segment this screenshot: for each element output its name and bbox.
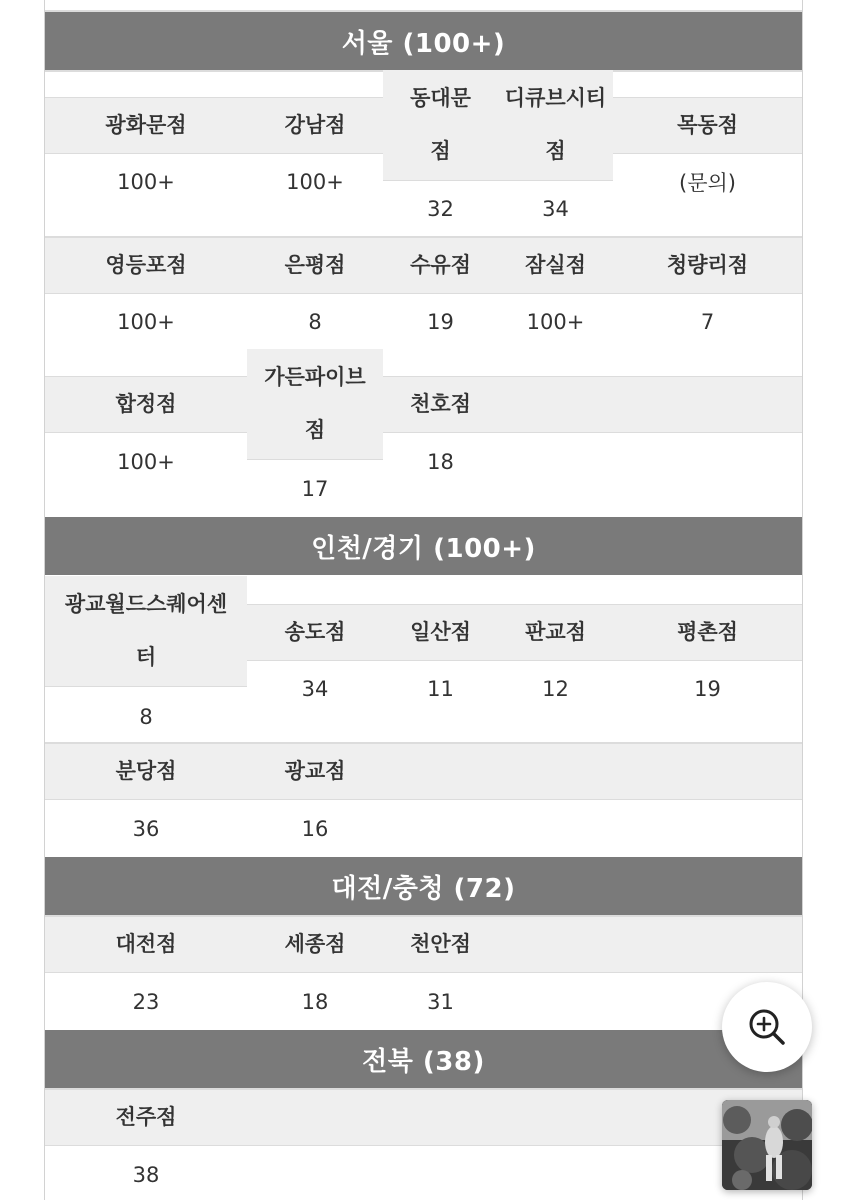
region-header-jeonbuk: 전북 (38) — [45, 1030, 802, 1088]
store-name-dongdaemun — [383, 70, 498, 180]
cell-border — [613, 153, 802, 154]
store-name-gwanggyo-world-line1: 광교월드스퀘어센 — [64, 592, 228, 616]
store-count-cheongnyangni: 7 — [700, 310, 715, 334]
store-name-jeonju: 전주점 — [45, 1090, 247, 1145]
store-count-suyu: 19 — [427, 310, 454, 334]
store-name-daejeon: 대전점 — [45, 917, 247, 972]
empty-name-cell — [247, 1090, 802, 1145]
store-name-dcube-line2: 점 — [545, 139, 566, 163]
zoom-in-icon — [745, 1005, 789, 1049]
store-name-mokdong: 목동점 — [613, 98, 802, 153]
cell-border — [613, 97, 802, 98]
store-count-dongdaemun: 32 — [427, 197, 454, 221]
table-top-edge — [45, 0, 802, 12]
store-count-gwanggyo-world-square: 8 — [139, 705, 153, 729]
store-name-jamsil: 잠실점 — [498, 238, 613, 293]
store-name-gardenfive-line2: 점 — [304, 418, 326, 442]
store-name-sejong: 세종점 — [247, 917, 383, 972]
cell-border — [45, 432, 247, 433]
store-name-yeongdeungpo: 영등포점 — [45, 238, 247, 293]
empty-name-cell — [498, 917, 802, 972]
cell-border — [383, 432, 802, 433]
store-stock-table — [44, 0, 803, 1200]
store-count-yeongdeungpo: 100+ — [117, 310, 175, 334]
store-name-bundang: 분당점 — [45, 744, 247, 799]
store-count-jamsil: 100+ — [526, 310, 585, 334]
cell-border — [45, 97, 383, 98]
store-name-gwanggyo-world-square — [45, 576, 247, 686]
store-name-cheongnyangni: 청량리점 — [613, 238, 802, 293]
store-name-cheonho: 천호점 — [383, 377, 498, 432]
store-name-gardenfive-line1: 가든파이브 — [264, 365, 366, 389]
cell-border — [45, 686, 247, 687]
empty-name-cell — [498, 377, 802, 432]
store-count-pyeongchon: 19 — [694, 677, 721, 701]
store-count-garden-five: 17 — [301, 477, 329, 501]
store-count-songdo: 34 — [301, 677, 329, 701]
store-count-ilsan: 11 — [427, 677, 454, 701]
cell-border — [45, 799, 802, 800]
cell-border — [45, 1145, 802, 1146]
store-count-mokdong: (문의) — [679, 171, 736, 195]
region-header-incheon-gyeonggi: 인천/경기 (100+) — [45, 517, 802, 575]
store-name-dcube-city — [498, 70, 613, 180]
cell-border — [45, 293, 802, 294]
store-count-gwanghwamun: 100+ — [117, 170, 175, 194]
cell-border — [247, 459, 383, 460]
store-name-garden-five — [247, 349, 383, 459]
store-name-cheonan: 천안점 — [383, 917, 498, 972]
region-header-daejeon-chungcheong: 대전/충청 (72) — [45, 857, 802, 915]
store-name-ilsan: 일산점 — [383, 605, 498, 660]
empty-name-cell — [383, 744, 802, 799]
store-name-dongdaemun-line2: 점 — [430, 139, 451, 163]
store-name-suyu: 수유점 — [383, 238, 498, 293]
store-name-gwanghwamun: 광화문점 — [45, 98, 247, 153]
store-count-gangnam: 100+ — [286, 170, 344, 194]
store-count-sejong: 18 — [301, 990, 329, 1014]
thumbnail-picture — [722, 1100, 812, 1190]
store-count-pangyo: 12 — [542, 677, 569, 701]
thumbnail-image[interactable] — [722, 1100, 812, 1190]
store-name-dcube-line1: 디큐브시티 — [504, 86, 607, 110]
store-name-gangnam: 강남점 — [247, 98, 383, 153]
store-name-eunpyeong: 은평점 — [247, 238, 383, 293]
store-name-pangyo: 판교점 — [498, 605, 613, 660]
store-count-eunpyeong: 8 — [308, 310, 322, 334]
cell-border — [247, 660, 802, 661]
store-name-pyeongchon: 평촌점 — [613, 605, 802, 660]
store-name-gwanggyo: 광교점 — [247, 744, 383, 799]
store-count-bundang: 36 — [132, 817, 160, 841]
cell-border — [45, 972, 802, 973]
store-count-gwanggyo: 16 — [301, 817, 329, 841]
store-count-cheonho: 18 — [427, 450, 454, 474]
store-name-dongdaemun-line1: 동대문 — [410, 86, 471, 110]
store-name-songdo: 송도점 — [247, 605, 383, 660]
zoom-button[interactable] — [722, 982, 812, 1072]
store-name-hapjeong: 합정점 — [45, 377, 247, 432]
store-name-gwanggyo-world-line2: 터 — [135, 645, 157, 669]
cell-border — [45, 153, 383, 154]
store-count-dcube-city: 34 — [542, 197, 569, 221]
region-header-seoul: 서울 (100+) — [45, 12, 802, 70]
store-count-jeonju: 38 — [132, 1163, 160, 1187]
store-count-daejeon: 23 — [132, 990, 160, 1014]
store-count-hapjeong: 100+ — [117, 450, 175, 474]
cell-border — [383, 180, 613, 181]
store-count-cheonan: 31 — [427, 990, 454, 1014]
